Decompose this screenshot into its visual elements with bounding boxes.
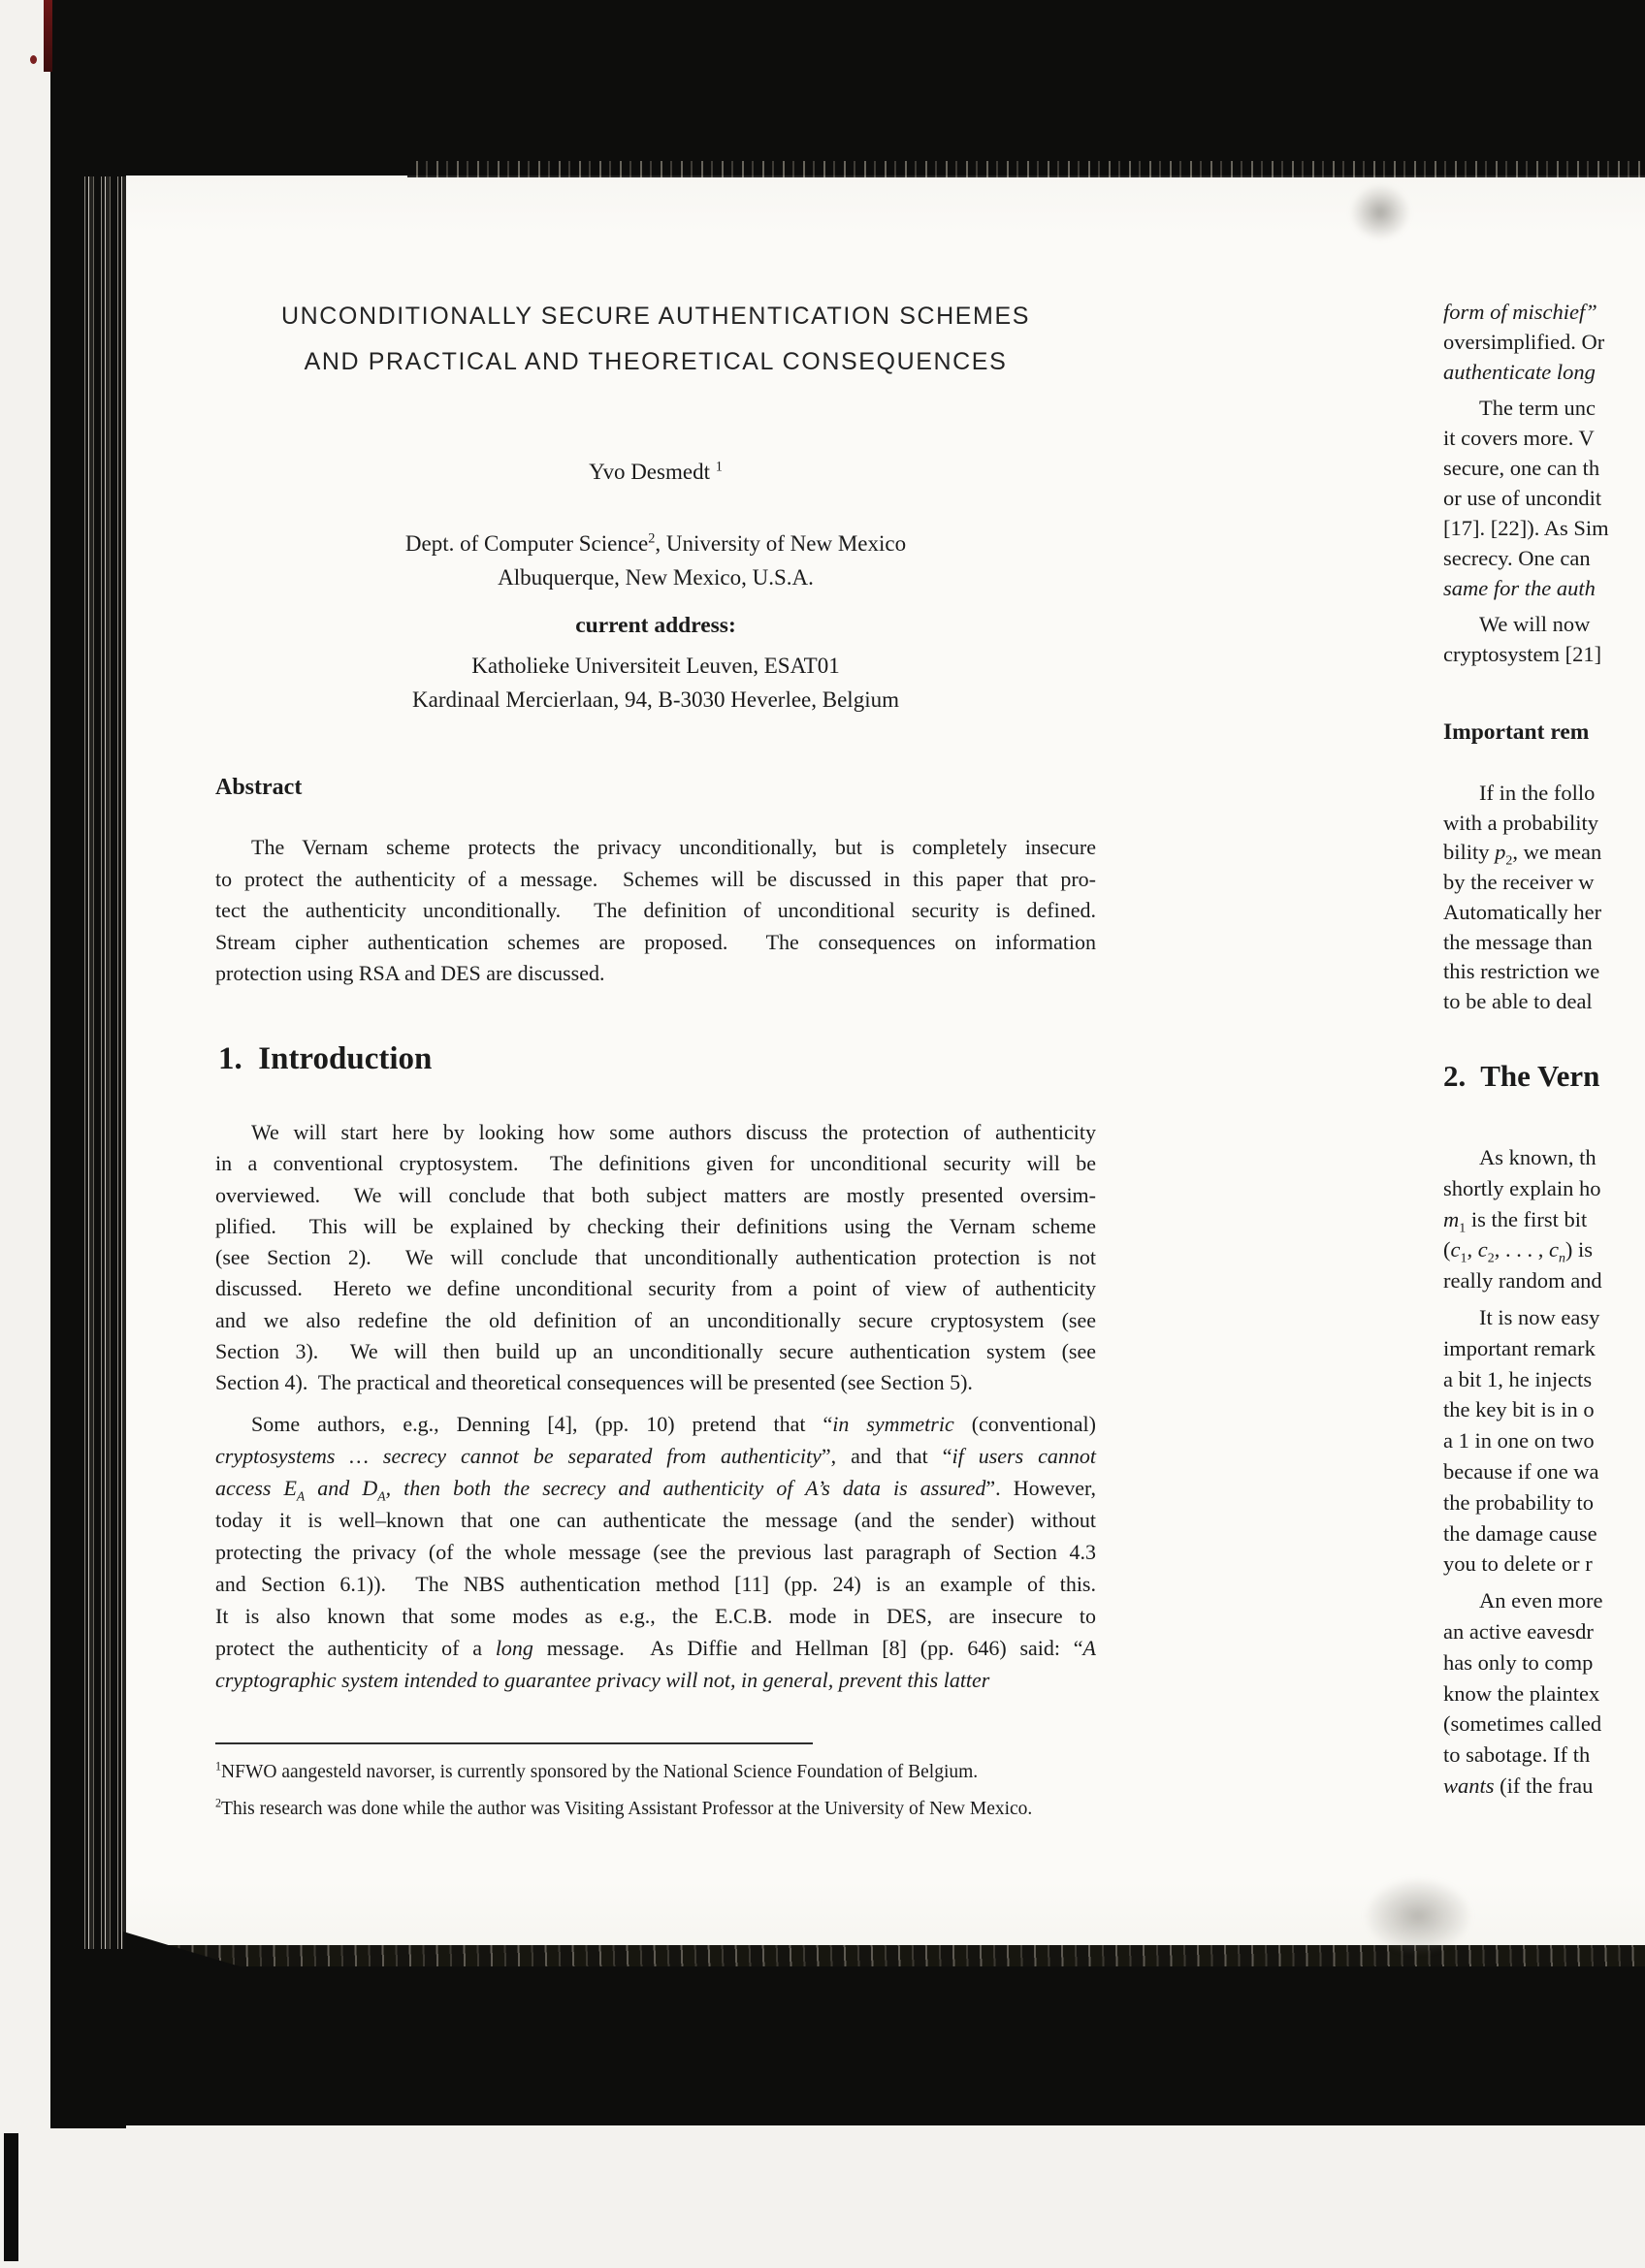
right-page-important-remark-heading: Important rem	[1443, 719, 1590, 745]
dust-smudge	[1364, 1877, 1472, 1955]
text-line	[1443, 1456, 1645, 1487]
text-line	[215, 927, 1096, 959]
text-segment: c	[1548, 1237, 1559, 1262]
text-segment: know the plaintex	[1443, 1680, 1600, 1706]
text-segment: oversimplified. Or	[1443, 330, 1605, 354]
text-segment: a 1 in one on two	[1443, 1428, 1595, 1453]
text-segment: secure, one can th	[1443, 456, 1600, 480]
text-segment: it covers more. V	[1443, 426, 1595, 450]
text-segment: Katholieke Universiteit Leuven, ESAT01	[471, 654, 840, 678]
text-segment: with a probability	[1443, 810, 1598, 835]
text-segment: protection using RSA and DES are discussed.	[215, 961, 605, 985]
text-line	[1443, 543, 1645, 573]
text-segment: authenticate long	[1443, 360, 1596, 384]
text-segment: Kardinaal Mercierlaan, 94, B-3030 Heverlee, Belgium	[412, 687, 899, 712]
text-segment: As known, th	[1479, 1145, 1597, 1169]
text-segment: protect the authenticity of a	[215, 1636, 496, 1660]
text-segment: AND PRACTICAL AND THEORETICAL CONSEQUENCES	[304, 348, 1008, 375]
text-line	[215, 1536, 1096, 1568]
text-segment: really random and	[1443, 1268, 1602, 1294]
text-segment: m	[1443, 1206, 1460, 1231]
affiliation-unm	[215, 527, 1096, 594]
text-line	[1443, 1771, 1645, 1802]
text-segment: Section 3). We will then build up an unconditionally secure authentication system (see	[215, 1339, 1096, 1364]
text-segment: A	[296, 1488, 306, 1504]
text-segment: A	[377, 1488, 386, 1504]
text-segment: long	[495, 1636, 533, 1660]
text-segment: ”. However,	[985, 1476, 1096, 1500]
text-line	[1443, 957, 1645, 987]
text-line	[215, 1600, 1096, 1632]
text-segment: message. As Diffie and Hellman [8] (pp. 646) said: “	[532, 1636, 1083, 1660]
text-line	[215, 1273, 1096, 1304]
text-segment: 2	[648, 530, 656, 547]
text-segment: in a conventional cryptosystem. The definitions given for unconditional security will be	[215, 1151, 1096, 1176]
text-segment: We will start here by looking how some authors discuss the protection of authenticity	[251, 1120, 1096, 1144]
text-line	[1443, 868, 1645, 898]
text-line	[1443, 1678, 1645, 1709]
text-segment: [17]. [22]). As Sim	[1443, 516, 1609, 540]
text-segment: , we mean	[1512, 840, 1602, 865]
text-segment: ) is	[1564, 1237, 1594, 1262]
text-segment: this restriction we	[1443, 959, 1600, 984]
text-line	[1443, 1142, 1645, 1173]
text-segment: The Vernam scheme protects the privacy unconditionally, but is completely insecure	[251, 835, 1096, 859]
text-segment: We will now	[1479, 612, 1591, 636]
section-1-heading: 1. Introduction	[218, 1041, 433, 1076]
text-segment: UNCONDITIONALLY SECURE AUTHENTICATION SCHEMES	[280, 303, 1031, 330]
text-segment: 1	[1459, 1221, 1467, 1236]
text-segment: It is now easy	[1479, 1304, 1600, 1329]
text-segment: This research was done while the author was Visiting Assistant Professor at the University of New Mexico.	[221, 1799, 1033, 1819]
text-segment: same for the auth	[1443, 576, 1596, 600]
introduction-paragraph-2	[215, 1408, 1096, 1696]
text-segment: The term unc	[1479, 396, 1596, 420]
text-segment: discussed. Hereto we define unconditional security from a point of view of authenticity	[215, 1276, 1096, 1301]
text-segment: Section 4). The practical and theoretical consequences will be presented (see Section 5).	[215, 1370, 973, 1395]
text-segment: the message than	[1443, 929, 1593, 954]
text-line	[215, 560, 1096, 594]
text-line	[1443, 809, 1645, 839]
text-line	[1443, 928, 1645, 958]
text-line	[1443, 1425, 1645, 1456]
scan-red-dot-artifact	[30, 55, 37, 64]
text-line	[1443, 609, 1645, 639]
text-segment: is the first bit	[1466, 1206, 1588, 1231]
text-segment: 2	[215, 1796, 222, 1810]
text-line	[1443, 1709, 1645, 1740]
text-segment: to be able to deal	[1443, 988, 1593, 1013]
text-segment: access E	[215, 1476, 297, 1500]
text-line	[1443, 453, 1645, 483]
text-segment: Stream cipher authentication schemes are proposed. The consequences on information	[215, 929, 1096, 954]
text-segment: if users cannot	[952, 1444, 1096, 1468]
text-line	[215, 895, 1096, 927]
text-line	[1443, 1265, 1645, 1296]
text-segment: overviewed. We will conclude that both subject matters are mostly presented oversim-	[215, 1182, 1096, 1207]
text-line	[1443, 1333, 1645, 1364]
text-segment: the damage cause	[1443, 1520, 1597, 1546]
text-line	[215, 294, 1096, 339]
text-line	[215, 832, 1096, 864]
text-segment: and Section 6.1)). The NBS authentication method [11] (pp. 24) is an example of this.	[215, 1572, 1096, 1596]
text-line	[215, 1242, 1096, 1273]
text-line	[1443, 1740, 1645, 1771]
text-segment: Yvo Desmedt	[589, 460, 716, 484]
text-line	[1443, 898, 1645, 928]
text-segment: in symmetric	[832, 1412, 954, 1436]
text-segment: 1	[215, 1759, 222, 1773]
text-line	[215, 1336, 1096, 1367]
text-line	[1443, 297, 1645, 327]
text-segment: NFWO aangesteld navorser, is currently sponsored by the National Science Foundation of Belgium.	[221, 1762, 979, 1782]
text-segment: (sometimes called	[1443, 1711, 1602, 1737]
text-segment: you to delete or r	[1443, 1551, 1593, 1577]
text-line	[1443, 1616, 1645, 1647]
text-line	[215, 958, 1096, 990]
text-segment: c	[1450, 1237, 1461, 1262]
text-line	[215, 1472, 1096, 1504]
text-segment: cryptographic system intended to guarantee privacy will not, in general, prevent this latter	[215, 1668, 990, 1692]
page-top-edge-texture	[407, 161, 1645, 177]
right-page-paragraph-a	[1443, 297, 1645, 669]
page-edge-streaks	[81, 176, 126, 1949]
text-segment: 2	[1487, 1251, 1495, 1266]
text-line	[1443, 1234, 1645, 1265]
text-line	[215, 1504, 1096, 1536]
text-line	[215, 649, 1096, 683]
text-segment: a bit 1, he injects	[1443, 1366, 1593, 1391]
text-segment: n	[1558, 1251, 1565, 1266]
text-line	[215, 1305, 1096, 1336]
text-line	[1443, 1302, 1645, 1333]
text-line	[1443, 573, 1645, 603]
text-segment: plified. This will be explained by checking their definitions using the Vernam scheme	[215, 1213, 1096, 1238]
text-segment: (	[1443, 1237, 1451, 1262]
text-segment: cryptosystem [21]	[1443, 642, 1602, 666]
abstract-heading: Abstract	[215, 775, 303, 800]
text-line	[215, 1211, 1096, 1242]
text-segment: ”, and that “	[821, 1444, 952, 1468]
text-line	[1443, 1204, 1645, 1235]
text-line	[1443, 1518, 1645, 1549]
paper-title	[215, 294, 1096, 385]
text-segment: form of mischief”	[1443, 300, 1597, 324]
text-line	[1443, 838, 1645, 868]
text-line	[1443, 1173, 1645, 1204]
abstract-text	[215, 832, 1096, 990]
text-segment: ,	[1467, 1237, 1478, 1262]
right-page-paragraph-c	[1443, 773, 1645, 1017]
text-segment: Albuquerque, New Mexico, U.S.A.	[498, 565, 814, 590]
text-line	[1443, 513, 1645, 543]
text-segment: p	[1495, 840, 1506, 865]
text-line	[1443, 779, 1645, 809]
scanner-bed-bottom	[50, 1959, 1645, 2125]
scan-red-artifact	[44, 0, 52, 72]
dust-smudge	[1350, 184, 1410, 240]
text-line	[215, 460, 1096, 485]
right-page-paragraph-e	[1443, 1136, 1645, 1802]
text-line	[1443, 393, 1645, 423]
text-line	[1443, 483, 1645, 513]
current-address-label: current address:	[575, 613, 736, 638]
text-segment: an active eavesdr	[1443, 1618, 1594, 1644]
text-segment: (see Section 2). We will conclude that unconditionally authentication protection is not	[215, 1245, 1096, 1270]
text-segment: An even more	[1479, 1588, 1603, 1613]
text-segment: important remark	[1443, 1335, 1596, 1360]
text-segment: Automatically her	[1443, 899, 1602, 924]
text-segment: secrecy. One can	[1443, 546, 1591, 570]
author-name	[215, 460, 1096, 485]
text-segment: the key bit is in o	[1443, 1397, 1595, 1422]
text-segment: to protect the authenticity of a message. Schemes will be discussed in this paper that pro-	[215, 866, 1096, 891]
text-line	[1443, 1647, 1645, 1678]
text-segment: bility	[1443, 840, 1496, 865]
text-line	[215, 1367, 1096, 1398]
scanner-bed-corner-strip	[4, 2133, 18, 2261]
text-line	[215, 339, 1096, 385]
affiliation-leuven	[215, 649, 1096, 717]
text-segment: because if one wa	[1443, 1458, 1599, 1484]
text-line	[215, 1632, 1096, 1664]
footnote-rule	[215, 1742, 813, 1744]
text-segment: and we also redefine the old definition of an unconditionally secure cryptosystem (see	[215, 1307, 1096, 1332]
text-line	[215, 1664, 1096, 1696]
text-line	[1443, 357, 1645, 387]
text-segment: or use of uncondit	[1443, 486, 1602, 510]
text-line	[1443, 1394, 1645, 1425]
text-line	[1443, 1364, 1645, 1395]
text-line	[215, 1791, 1127, 1828]
text-line	[215, 1440, 1096, 1472]
text-segment: If in the follo	[1479, 781, 1596, 805]
text-line	[215, 683, 1096, 717]
text-segment: , . . . ,	[1494, 1237, 1549, 1262]
introduction-paragraph-1	[215, 1117, 1096, 1399]
text-segment: (if the frau	[1494, 1773, 1594, 1798]
text-segment: protecting the privacy (of the whole message (see the previous last paragraph of Section 4.3	[215, 1540, 1096, 1564]
text-line	[215, 1568, 1096, 1600]
text-line	[215, 1408, 1096, 1440]
right-page-section-2-heading: 2. The Vern	[1443, 1059, 1600, 1093]
text-segment: , then both the secrecy and authenticity of A’s data is assured	[385, 1476, 986, 1500]
text-segment: and D	[305, 1476, 378, 1500]
text-segment: to sabotage. If th	[1443, 1742, 1591, 1768]
text-segment: today it is well–known that one can authenticate the message (and the sender) without	[215, 1508, 1096, 1532]
text-line	[215, 1117, 1096, 1148]
text-segment: the probability to	[1443, 1489, 1594, 1515]
text-segment: shortly explain ho	[1443, 1175, 1601, 1200]
text-segment: c	[1477, 1237, 1488, 1262]
text-segment: by the receiver w	[1443, 870, 1595, 895]
text-segment: has only to comp	[1443, 1649, 1594, 1675]
text-line	[1443, 987, 1645, 1017]
text-line	[215, 1180, 1096, 1211]
text-segment: 1	[715, 459, 723, 475]
text-line	[1443, 1487, 1645, 1518]
text-segment: wants	[1443, 1773, 1495, 1798]
text-segment: Dept. of Computer Science	[404, 531, 649, 556]
text-segment: (conventional)	[953, 1412, 1096, 1436]
text-line	[215, 864, 1096, 896]
text-segment: It is also known that some modes as e.g., the E.C.B. mode in DES, are insecure to	[215, 1604, 1096, 1628]
text-segment: A	[1082, 1636, 1096, 1660]
text-segment: 1	[1460, 1251, 1468, 1266]
text-segment: Some authors, e.g., Denning [4], (pp. 10) pretend that “	[251, 1412, 833, 1436]
footnotes	[215, 1754, 1127, 1828]
text-segment: tect the authenticity unconditionally. The definition of unconditional security is defined.	[215, 898, 1096, 922]
text-line	[215, 527, 1096, 560]
text-segment: , University of New Mexico	[655, 531, 907, 556]
text-segment: cryptosystems … secrecy cannot be separated from authenticity	[215, 1444, 822, 1468]
text-line	[1443, 327, 1645, 357]
text-segment: 2	[1505, 853, 1513, 869]
scanner-bed-top	[52, 0, 1645, 176]
text-line	[1443, 639, 1645, 669]
text-line	[1443, 1585, 1645, 1616]
text-line	[1443, 1549, 1645, 1580]
text-line	[215, 1754, 1127, 1791]
text-line	[1443, 423, 1645, 453]
text-line	[215, 1148, 1096, 1179]
